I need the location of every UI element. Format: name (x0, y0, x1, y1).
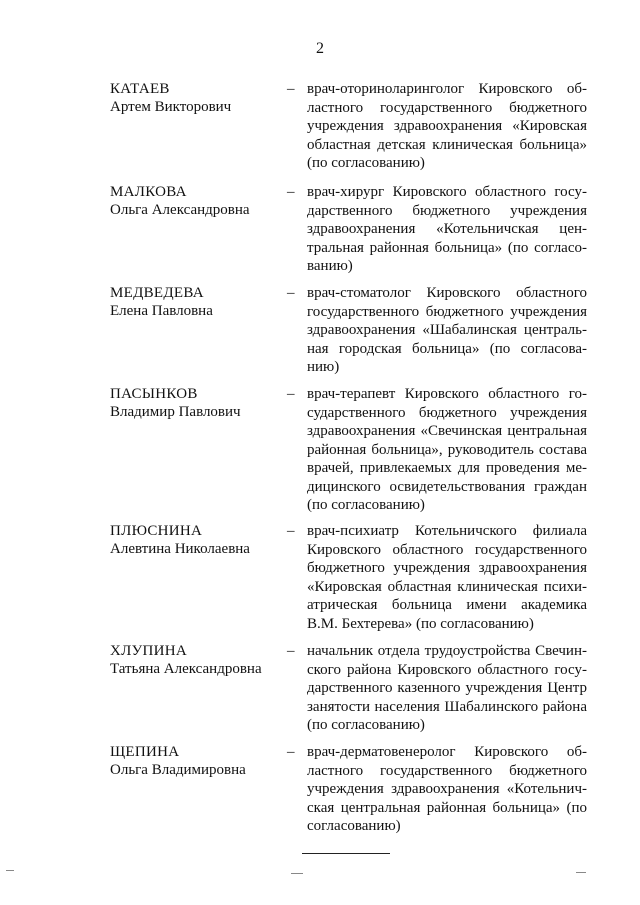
member-name (110, 80, 280, 116)
member-position (307, 183, 587, 276)
member-given-names: Ольга Александровна (110, 202, 250, 218)
position-line: врач-терапевт Кировского областного го- (307, 386, 587, 402)
position-line: дарственного бюджетного учреждения (307, 202, 587, 219)
member-position (307, 743, 587, 836)
position-line: «Кировская областная клиническая психи- (307, 578, 587, 595)
entry-dash: – (287, 744, 295, 760)
position-line: ная городская больница» (по согласова- (307, 340, 587, 357)
position-line: сударственного бюджетного учреждения (307, 404, 587, 421)
member-position (307, 522, 587, 633)
member-given-names: Артем Викторович (110, 99, 232, 115)
position-line: здравоохранения «Шабалинская централь- (307, 322, 587, 338)
member-name (110, 284, 280, 320)
position-line: нию) (307, 359, 340, 375)
position-line: дарственного казенного учреждения Центр (307, 680, 587, 696)
entry-dash: – (287, 643, 295, 659)
position-line: учреждения здравоохранения «Кировская (307, 118, 587, 134)
member-surname: МЕДВЕДЕВА (110, 285, 204, 301)
member-given-names: Елена Павловна (110, 303, 213, 319)
scan-speck (291, 873, 303, 874)
position-line: государственного бюджетного учреждения (307, 303, 587, 320)
position-line: В.М. Бехтерева» (по согласованию) (307, 615, 534, 632)
member-surname: ПЛЮСНИНА (110, 523, 203, 539)
member-name (110, 183, 280, 219)
member-given-names: Владимир Павлович (110, 404, 241, 420)
member-name (110, 642, 280, 678)
member-given-names: Татьяна Александровна (110, 661, 262, 677)
position-line: (по согласованию) (307, 717, 425, 733)
position-line: врачей, привлекаемых для проведения ме- (307, 460, 587, 476)
member-surname: ПАСЫНКОВ (110, 386, 198, 402)
position-line: Кировского областного государственного (307, 541, 587, 558)
member-surname: ХЛУПИНА (110, 643, 188, 659)
position-line: ского района Кировского областного госу- (307, 661, 587, 678)
position-line: ская центральная районная больница» (по (307, 799, 587, 816)
page-number: 2 (316, 40, 324, 57)
scan-speck (6, 870, 14, 871)
scan-speck (576, 872, 586, 873)
member-position (307, 385, 587, 515)
position-line: районная больница», руководитель состава (307, 441, 587, 458)
position-line: дицинского освидетельствования граждан (307, 478, 587, 495)
position-line: начальник отдела трудоустройства Свечин- (307, 643, 587, 659)
member-given-names: Ольга Владимировна (110, 762, 246, 778)
entry-dash: – (287, 184, 295, 200)
member-surname: ЩЕПИНА (110, 744, 180, 760)
position-line: здравоохранения «Свечинская центральная (307, 423, 587, 439)
entry-dash: – (287, 386, 295, 402)
member-position (307, 80, 587, 173)
position-line: согласованию) (307, 818, 401, 834)
position-line: врач-стоматолог Кировского областного (307, 285, 587, 301)
member-surname: МАЛКОВА (110, 184, 187, 200)
position-line: (по согласованию) (307, 497, 425, 513)
entry-dash: – (287, 81, 295, 97)
position-line: ластного государственного бюджетного (307, 762, 587, 779)
member-position (307, 642, 587, 735)
member-name (110, 743, 280, 779)
position-line: врач-психиатр Котельничского филиала (307, 523, 587, 539)
position-line: ластного государственного бюджетного (307, 99, 587, 116)
position-line: занятости населения Шабалинского района (307, 698, 587, 715)
position-line: врач-оториноларинголог Кировского об- (307, 81, 587, 97)
position-line: врач-дерматовенеролог Кировского об- (307, 744, 587, 760)
position-line: областная детская клиническая больница» (307, 136, 587, 153)
position-line: тральная районная больница» (по согласо- (307, 239, 587, 256)
closing-rule (302, 853, 390, 854)
member-position (307, 284, 587, 377)
entry-dash: – (287, 523, 295, 539)
position-line: (по согласованию) (307, 155, 425, 171)
position-line: ванию) (307, 258, 353, 274)
position-line: атрическая больница имени академика (307, 597, 587, 613)
member-surname: КАТАЕВ (110, 81, 170, 97)
position-line: врач-хирург Кировского областного госу- (307, 184, 587, 200)
member-given-names: Алевтина Николаевна (110, 541, 250, 557)
entry-dash: – (287, 285, 295, 301)
member-name (110, 385, 280, 421)
position-line: учреждения здравоохранения «Котельнич- (307, 781, 587, 797)
member-name (110, 522, 280, 558)
position-line: здравоохранения «Котельничская цен- (307, 221, 587, 237)
position-line: бюджетного учреждения здравоохранения (307, 560, 587, 576)
